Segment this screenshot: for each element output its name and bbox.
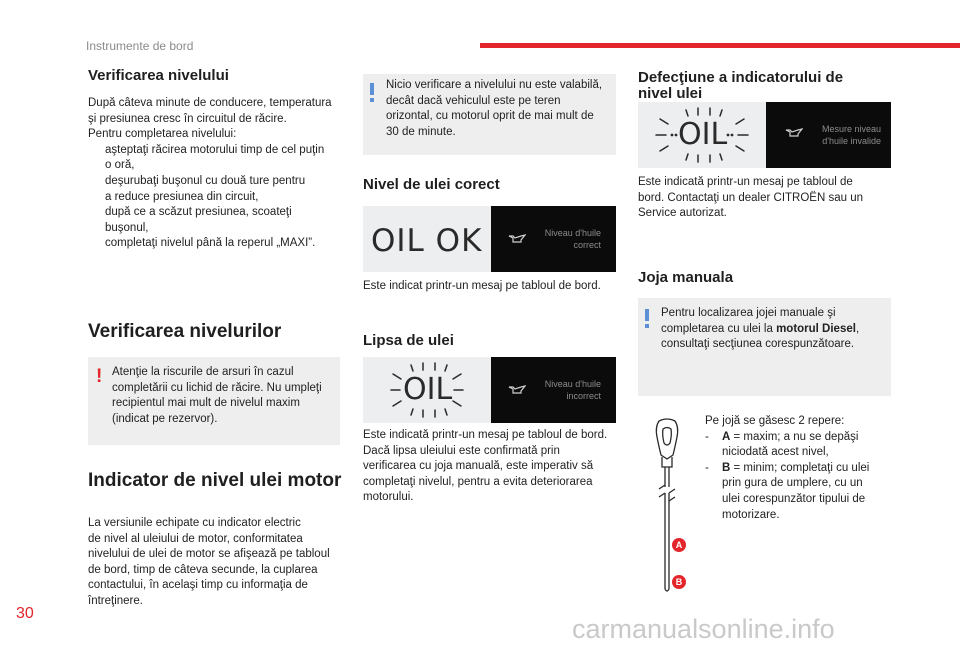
- header-accent-bar: [480, 43, 960, 48]
- text-line: buşonul,: [105, 221, 149, 234]
- text-line: Niveau d'huile: [544, 379, 601, 389]
- text-line: d'huile invalide: [822, 136, 881, 146]
- heading-verificarea-nivelului: Verificarea nivelului: [88, 67, 229, 84]
- paragraph-repere: [705, 414, 895, 523]
- text-line: (indicat pe rezervor).: [112, 412, 218, 425]
- info-bar-icon: [645, 309, 649, 321]
- dashboard-message-panel: [491, 357, 616, 423]
- oil-can-icon: [785, 127, 803, 141]
- text-line: decât dacă vehiculul este pe teren: [386, 94, 561, 107]
- caption-nivel-corect: Este indicat printr-un mesaj pe tabloul de bord.: [363, 280, 601, 292]
- text-line: [661, 322, 881, 338]
- text-line: motorizare.: [722, 508, 780, 521]
- page-number: 30: [16, 605, 34, 622]
- dash-marker: -: [705, 430, 709, 443]
- list-item: [88, 143, 348, 174]
- heading-line: nivel ulei: [638, 85, 703, 102]
- text-line: Este indicată printr-un mesaj pe tabloul de bord.: [363, 429, 608, 441]
- text-span: ,: [855, 322, 860, 335]
- text-line: verificarea cu joja manuală, este imperativ să: [363, 460, 594, 473]
- paragraph-indicator: [88, 516, 350, 610]
- watermark: carmanualsonline.info: [572, 614, 835, 644]
- dashboard-message-text: [545, 227, 601, 251]
- text-line: aşteptaţi răcirea motorului timp de cel puţin: [105, 143, 325, 156]
- text-span: = maxim; a nu se depăşi: [730, 430, 859, 443]
- info-note-text: [661, 306, 881, 353]
- list-item: [88, 205, 348, 236]
- section-title: Instrumente de bord: [86, 39, 194, 53]
- info-dot-icon: [370, 98, 374, 102]
- text-line: incorrect: [566, 391, 601, 401]
- text-line: Pe jojă se găsesc 2 repere:: [705, 415, 845, 427]
- text-line: a reduce presiunea din circuit,: [105, 190, 259, 203]
- text-line: completaţi nivelul, pentru a evita deteriorarea: [363, 475, 593, 488]
- text-line: o oră,: [105, 159, 135, 172]
- text-line: Atenţie la riscurile de arsuri în cazul: [112, 366, 294, 378]
- warning-exclamation-icon: !: [96, 366, 103, 387]
- oil-label: OIL: [403, 372, 453, 407]
- text-line: niciodată acest nivel,: [722, 446, 829, 459]
- bullet-list: [88, 143, 348, 252]
- heading-indicator-nivel: Indicator de nivel ulei motor: [88, 470, 342, 491]
- text-line: [722, 461, 895, 477]
- dashboard-message-panel: [491, 206, 616, 272]
- text-line: recipientul mai mult de nivelul maxim: [112, 397, 300, 410]
- text-line: consultaţi secţiunea corespunzătoare.: [661, 338, 855, 351]
- heading-joja-manuala: Joja manuala: [638, 269, 734, 286]
- oil-warning-display: [363, 357, 491, 423]
- text-line: bord. Contactaţi un dealer CITROËN sau un: [638, 191, 864, 204]
- text-line: de nivel al uleiului de motor, conformitatea: [88, 532, 303, 545]
- text-line: Este indicată printr-un mesaj pe tabloul de: [638, 176, 853, 188]
- warning-text: [112, 365, 330, 427]
- list-item: [88, 236, 348, 252]
- heading-nivel-corect: Nivel de ulei corect: [363, 176, 500, 193]
- heading-verificarea-nivelurilor: Verificarea nivelurilor: [88, 321, 282, 342]
- text-line: completaţi nivelul până la reperul „MAXI”.: [105, 237, 316, 250]
- text-line: Service autorizat.: [638, 207, 727, 220]
- text-span: completarea cu ulei la: [661, 322, 777, 335]
- oil-label: OIL: [678, 117, 728, 152]
- text-line: La versiunile echipate cu indicator electric: [88, 517, 301, 529]
- info-dot-icon: [645, 324, 649, 328]
- text-line: Mesure niveau: [821, 124, 881, 134]
- info-note-box: [363, 74, 616, 155]
- text-line: orizontal, cu motorul oprit de mai mult de: [386, 110, 594, 123]
- text-span: = minim; completaţi cu ulei: [730, 461, 870, 474]
- text-line: contactului, în acelaşi timp cu informaţia de: [88, 579, 308, 592]
- heading-defectiune: [638, 70, 843, 102]
- dashboard-message-panel: [766, 102, 891, 168]
- dipstick-illustration: [645, 415, 695, 595]
- oil-ok-display: [363, 206, 491, 272]
- list-item-a: [705, 430, 895, 461]
- text-line: nivelului de ulei de motor se afişează pe tabloul: [88, 548, 330, 561]
- text-line: correct: [573, 240, 601, 250]
- list-item-b: [705, 461, 895, 523]
- text-line: de bord, timp de câteva secunde, la cuplarea: [88, 563, 318, 576]
- text-line: completării cu lichid de răcire. Nu umpleţi: [112, 381, 322, 394]
- text-line: Pentru completarea nivelului:: [88, 128, 237, 141]
- oil-defect-display: [638, 102, 766, 168]
- dipstick-mark-a: A: [672, 538, 686, 552]
- letter-a: A: [722, 430, 731, 443]
- list-item: [88, 174, 348, 205]
- warning-box: [88, 357, 340, 445]
- info-note-box: [638, 298, 891, 396]
- text-line: După câteva minute de conducere, temperatura: [88, 97, 332, 109]
- oil-can-icon: [508, 233, 526, 247]
- text-line: şi presiunea cresc în circuitul de răcire.: [88, 112, 287, 125]
- paragraph-defectiune: [638, 175, 900, 222]
- text-span-bold: motorul Diesel: [776, 322, 856, 335]
- text-line: ulei corespunzător tipului de: [722, 492, 866, 505]
- text-line: Pentru localizarea jojei manuale şi: [661, 307, 836, 319]
- text-line: Dacă lipsa uleiului este confirmată prin: [363, 444, 560, 457]
- heading-line: Defecţiune a indicatorului de: [638, 69, 844, 86]
- heading-lipsa-ulei: Lipsa de ulei: [363, 332, 454, 349]
- text-line: deşurubaţi buşonul cu două ture pentru: [105, 174, 306, 187]
- text-line: întreţinere.: [88, 594, 143, 607]
- text-line: după ce a scăzut presiunea, scoateţi: [105, 206, 292, 219]
- text-line: prin gura de umplere, cu un: [722, 477, 863, 490]
- info-bar-icon: [370, 83, 374, 95]
- text-line: Nicio verificare a nivelului nu este valabilă,: [386, 79, 603, 91]
- text-line: 30 de minute.: [386, 125, 456, 138]
- oil-can-icon: [508, 384, 526, 398]
- text-line: Niveau d'huile: [544, 228, 601, 238]
- oil-ok-label: OIL OK: [371, 223, 483, 259]
- letter-b: B: [722, 461, 731, 474]
- dash-marker: -: [705, 461, 709, 474]
- info-note-text: [386, 78, 606, 140]
- dipstick-mark-b: B: [672, 575, 686, 589]
- text-line: [722, 430, 895, 446]
- paragraph-lipsa-ulei: [363, 428, 625, 506]
- paragraph-verificarea-nivelului: [88, 96, 348, 252]
- dashboard-message-text: [545, 378, 601, 402]
- text-line: motorului.: [363, 491, 414, 504]
- dashboard-message-text: [822, 123, 881, 147]
